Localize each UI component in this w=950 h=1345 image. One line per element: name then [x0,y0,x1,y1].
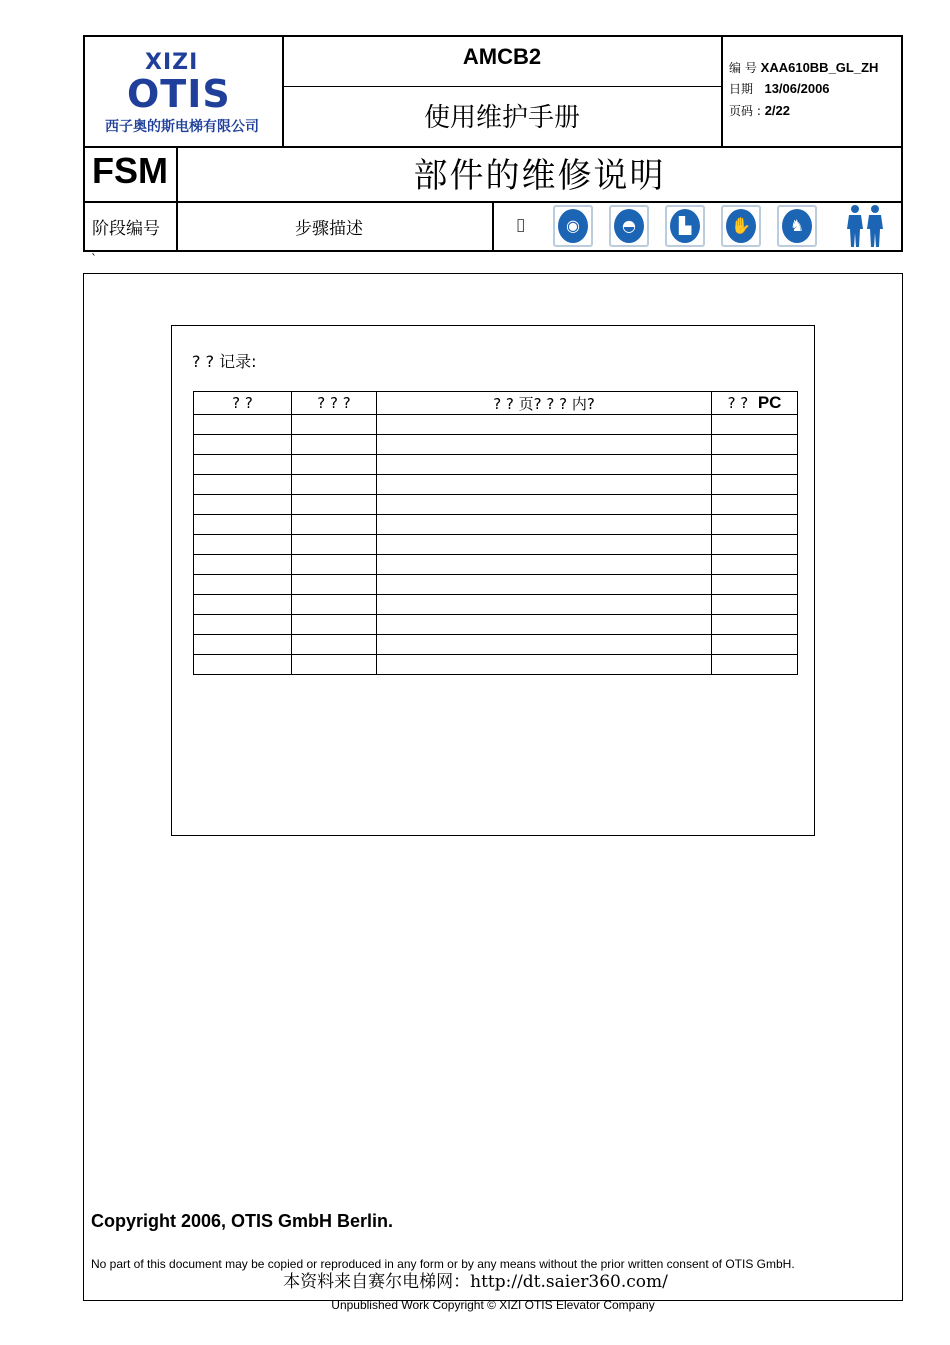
table-cell [377,595,712,615]
table-cell [377,655,712,675]
meta-page [729,102,790,119]
table-row [194,475,798,495]
table-cell [292,615,377,635]
record-table-header [194,392,798,415]
column-header-1: ? ? [194,392,292,415]
table-cell [194,575,292,595]
table-cell [292,575,377,595]
table-cell [377,555,712,575]
table-cell [194,635,292,655]
table-cell [194,595,292,615]
meta-page-value: 2/22 [764,103,790,118]
table-cell [194,455,292,475]
table-cell [377,435,712,455]
table-cell [377,575,712,595]
goggles-icon: ◉ [553,205,593,247]
table-row [194,515,798,535]
table-row [194,555,798,575]
table-cell [194,475,292,495]
table-row [194,635,798,655]
table-cell [712,515,798,535]
table-cell [377,635,712,655]
table-cell [292,655,377,675]
table-cell [377,495,712,515]
table-cell [712,535,798,555]
source-watermark: 本资料来自赛尔电梯网：http://dt.saier360.com/ [283,1272,668,1292]
safety-boot-icon: ▙ [665,205,705,247]
table-cell [712,495,798,515]
table-cell [292,455,377,475]
logo-company-name: 西子奥的斯电梯有限公司 [105,119,259,135]
table-cell [712,635,798,655]
table-cell [194,535,292,555]
table-cell [194,615,292,635]
step-description-label: 步骤描述 [295,219,363,239]
table-cell [292,435,377,455]
table-row [194,435,798,455]
meta-number [729,59,878,76]
table-cell [194,495,292,515]
copyright-notice: No part of this document may be copied or reproduced in any form or by any means without the prior written consent of OTIS GmbH. [91,1257,795,1271]
table-row [194,415,798,435]
harness-icon: ♞ [777,205,817,247]
copyright-line: Copyright 2006, OTIS GmbH Berlin. [91,1211,394,1231]
manual-type: FSM [92,150,168,191]
meta-number-value: XAA610BB_GL_ZH [760,60,879,75]
record-table-body [194,415,798,675]
table-cell [712,415,798,435]
record-table [193,391,798,675]
table-cell [712,555,798,575]
logo-xizi: XIZI [145,50,199,75]
table-row [194,455,798,475]
table-cell [292,415,377,435]
table-row [194,575,798,595]
column-header-2: ? ? ? [292,392,377,415]
table-cell [194,655,292,675]
table-cell [292,635,377,655]
logo-otis: OTIS [127,72,231,116]
pc-label: PC [757,393,782,412]
table-cell [292,595,377,615]
table-row [194,615,798,635]
table-cell [292,475,377,495]
column-header-4 [712,392,798,415]
table-cell [292,555,377,575]
table-cell [377,535,712,555]
table-cell [712,435,798,455]
table-cell [377,455,712,475]
table-cell [712,615,798,635]
table-cell [712,655,798,675]
meta-date-value: 13/06/2006 [764,81,830,96]
meta-date [729,80,830,97]
table-row [194,535,798,555]
column-header-4-text: ? ? [727,394,749,412]
table-cell [377,615,712,635]
table-cell [292,515,377,535]
doc-code: AMCB2 [462,44,542,69]
meta-date-label: 日期 [729,82,754,96]
table-cell [194,415,292,435]
table-cell [712,595,798,615]
stray-tick-mark: ` [91,252,97,266]
table-row [194,595,798,615]
glove-icon: ✋ [721,205,761,247]
table-cell [292,535,377,555]
phase-number-label: 阶段编号 [92,219,160,239]
meta-number-label: 编 号 [729,61,757,75]
table-cell [712,475,798,495]
table-cell [712,455,798,475]
record-label: ? ? 记录: [192,352,257,371]
section-title: 部件的维修说明 [413,156,666,196]
table-cell [194,435,292,455]
unpublished-work-notice: Unpublished Work Copyright © XIZI OTIS Elevator Company [331,1298,655,1312]
meta-page-label: 页码 : [729,104,761,118]
helmet-icon: ◓ [609,205,649,247]
table-row [194,655,798,675]
doc-title: 使用维护手册 [423,103,580,133]
table-cell [377,415,712,435]
table-cell [377,515,712,535]
table-cell [194,515,292,535]
two-person-icon [843,203,888,249]
placeholder-box-icon: ▯ [516,215,526,235]
table-row [194,495,798,515]
table-cell [194,555,292,575]
table-cell [377,475,712,495]
table-cell [292,495,377,515]
column-header-3: ? ? 页? ? ? 内? [377,392,712,415]
table-cell [712,575,798,595]
